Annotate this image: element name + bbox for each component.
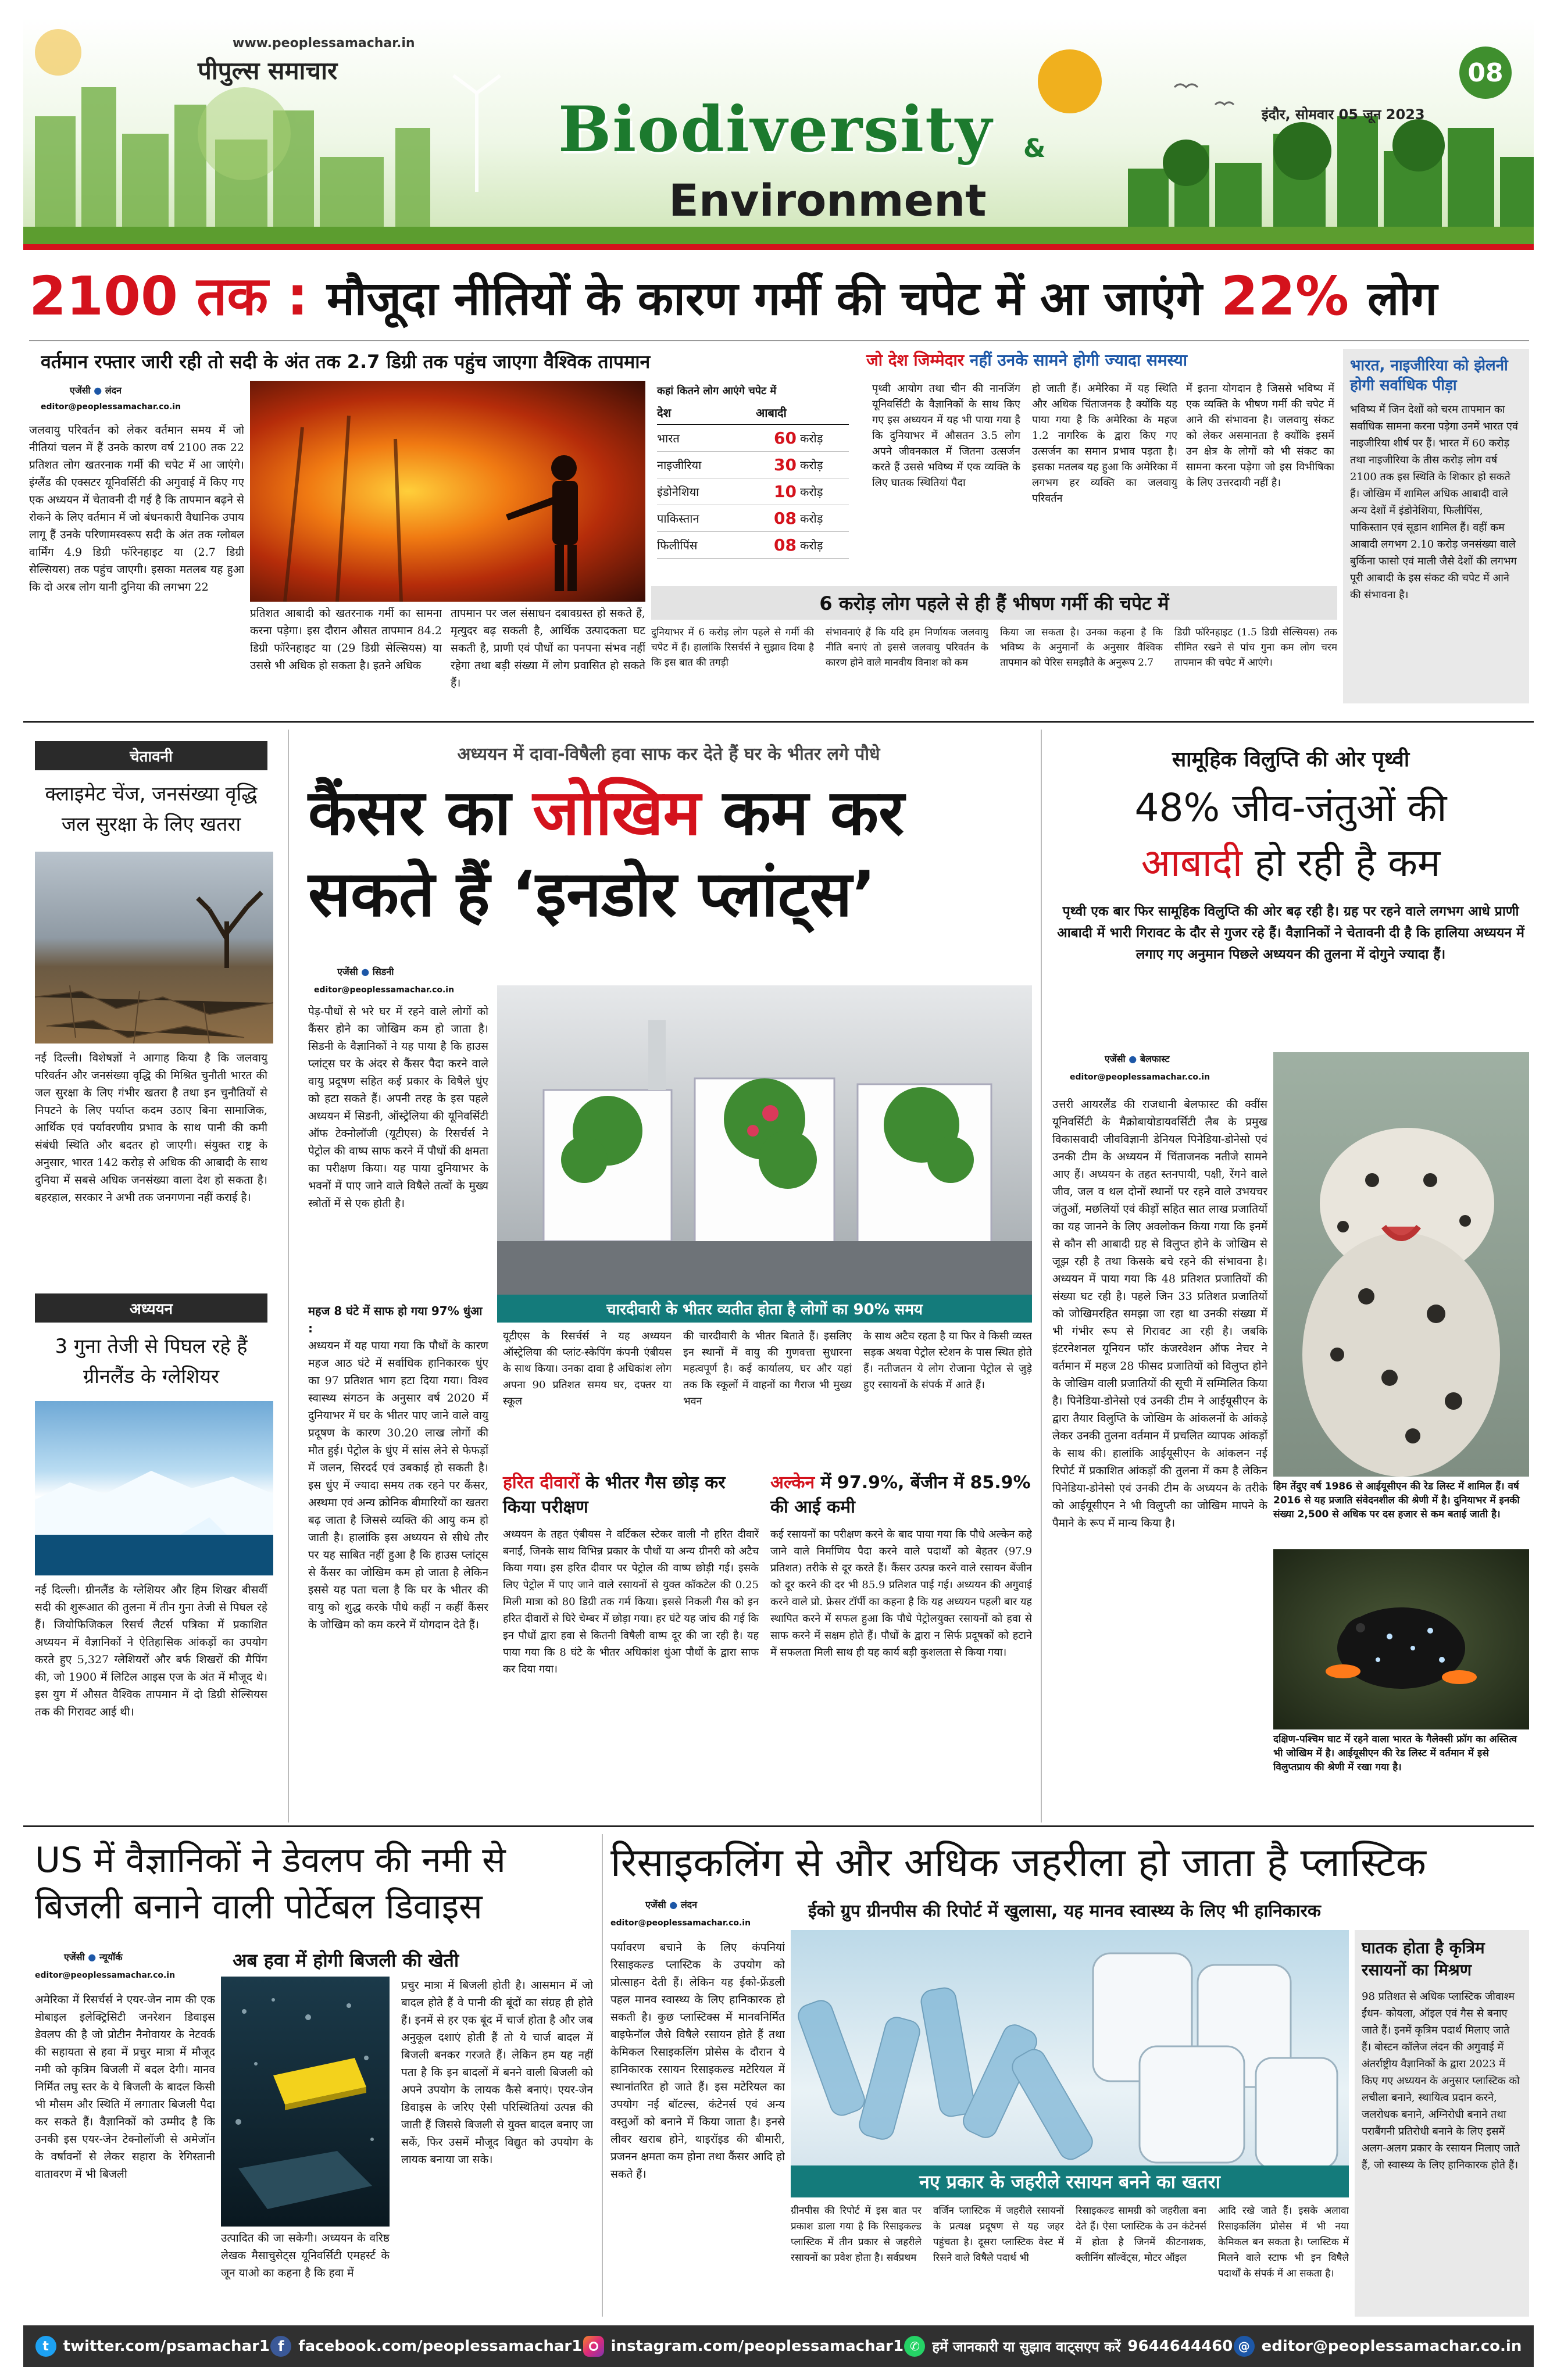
table-cell-unit: करोड़ — [800, 538, 823, 552]
plants-col1b: अध्ययन में यह पाया गया कि पौधों के कारण महज आठ घंटे में सर्वाधिक हानिकारक धुंए का 97 प्रतिशत भाग हटा दिया गया। विश्व स्वास्थ्य संगठन के अनुसार वर्ष 2020 में दुनियाभर में घर के भीतर पाए जाने वाले वायु प्रदूषण के कारण 30.20 लाख लोगों की मौत हुई। पेट्रोल के धुंए में सांस लेने से फेफड़ों में जलन, सिरदर्द एवं उबकाई हो सकती है। इस धुंए में ज्यादा समय तक रहने पर कैंसर, अस्थमा एवं अन्य क्रोनिक बीमारियों का खतरा बढ़ जाता है जिससे व्यक्ति की आयु कम हो जाती है। हालांकि इस अध्ययन से सीधे तौर पर यह साबित नहीं हुआ है कि हाउस प्लांट्स से कैंसर का जोखिम कम हो जाता है लेकिन इससे यह पता चला है कि घर के भीतर की वायु को शुद्ध करके पौधे कहीं न कहीं कैंसर के जोखिम को कम करने में योगदान देते हैं। — [308, 1339, 488, 1631]
greenwall-headline-red: हरित दीवारों — [503, 1473, 580, 1493]
section-subtitle: Environment — [669, 174, 987, 226]
whatsapp-icon: ✆ — [904, 2336, 925, 2357]
device-col2: प्रचुर मात्रा में बिजली होती है। आसमान में जो बादल होते हैं वे पानी की बूंदों का संग्रह ही होते हैं। इनमें से हर एक बूंद में चार्ज होता है और जब अनुकूल दशाएं होती हैं तो ये चार्ज बादल में बिजली बनकर गरजते हैं। लेकिन हम यह नहीं पता है कि इन बादलों में बनने वाली बिजली को अपने उपयोग के लायक कैसे बनाएं। एयर-जेन डिवाइस के जरिए ऐसी परिस्थितियां उत्पन्न की जाती हैं जिससे बिजली से युक्त बादल बनाए जा सकें, फिर उसमें मौजूद विद्युत को उपयोग के लायक बनाया जा सके। — [401, 1979, 593, 2166]
table-cell-number: 10 — [774, 482, 797, 501]
footer-whatsapp[interactable] — [904, 2336, 1233, 2357]
extinction-byline — [1105, 1052, 1170, 1065]
lead-email[interactable]: editor@peoplessamachar.co.in — [41, 402, 181, 412]
extinction-kicker: सामूहिक विलुप्ति की ओर पृथ्वी — [1172, 748, 1410, 771]
greenwall-headline-rest: के भीतर गैस छोड़ कर किया परीक्षण — [503, 1473, 726, 1517]
instagram-handle: instagram.com/peoplessamachar1 — [610, 2338, 904, 2355]
alkane-headline — [770, 1471, 1032, 1520]
side-headline-red: जो देश जिम्मेदार — [866, 351, 965, 370]
lead-photo-caption-2: तापमान पर जल संसाधन दबावग्रस्त हो सकते हैं, मृत्युदर बढ़ सकती है, आर्थिक उत्पादकता घट सकती है, प्राणी एवं पौधों का पनपना संभव नहीं रहेगा तथा बड़ी संख्या में लोग प्रवासित हो सकते हैं। — [451, 607, 645, 689]
byline-dot: ● — [94, 385, 102, 396]
galaxy-frog-illustration — [1273, 1549, 1529, 1729]
table-cell-unit: करोड़ — [800, 485, 823, 499]
study-tag-label: अध्ययन — [129, 1300, 173, 1318]
extinction-deck: पृथ्वी एक बार फिर सामूहिक विलुप्ति की ओर बढ़ रही है। ग्रह पर रहने वाले लगभग आधे प्राणी आबादी में भारी गिरावट के दौर से गुजर रहे हैं। वैज्ञानिकों ने चेतावनी दी है कि हालिया अध्ययन में लगाए गए अनुमान पिछले अध्ययन की तुलना में दोगुने ज्यादा हैं। — [1057, 904, 1524, 962]
byline-dot: ● — [88, 1952, 97, 1963]
box-headline: भारत, नाइजीरिया को झेलनी होगी सर्वाधिक पीड़ा — [1350, 357, 1508, 394]
whatsapp-number: 9644644460 — [1127, 2338, 1233, 2355]
plastic-bottles-photo — [791, 1930, 1349, 2197]
section-title-ampersand: & — [1023, 134, 1046, 163]
city-label: लंदन — [105, 385, 122, 396]
table-cell-unit: करोड़ — [800, 512, 823, 526]
box-body: भविष्य में जिन देशों को चरम तापमान का सर्वाधिक सामना करना पड़ेगा उनमें भारत एवं नाइजीरिया शीर्ष पर हैं। भारत में 60 करोड़ तथा नाइजीरिया के तीस करोड़ लोग वर्ष 2100 तक इस स्थिति के शिकार हो सकते हैं। जोखिम में शामिल अधिक आबादी वाले अन्य देशों में इंडोनेशिया, फिलीपिंस, पाकिस्तान एवं सूडान शामिल हैं। वहीं कम आबादी लगभग 2.10 करोड़ जनसंख्या वाले बुर्किना फासो एवं माली जैसे देशों की लगभग पूरी आबादी के इस संकट की चपेट में आने की संभावना है। — [1350, 403, 1518, 601]
footer-twitter[interactable] — [35, 2336, 270, 2357]
alkane-headline-rest: में 97.9%, बेंजीन में 85.9% की आई कमी — [770, 1473, 1031, 1517]
plastic-side-box — [1355, 1930, 1529, 2317]
plants-headline-red: जोखिम — [533, 777, 701, 849]
agency-label: एजेंसी — [337, 966, 358, 977]
extinction-headline-line2 — [1052, 837, 1529, 889]
side-col1: पृथ्वी आयोग तथा चीन की नानजिंग यूनिवर्सिटी के वैज्ञानिकों के साथ किए गए इस अध्ययन में यह भी पाया गया है कि दुनियाभर में औसतन 3.5 लोग अपने जीवनकाल में जितना उत्सर्जन करते हैं उससे भविष्य में एक व्यक्ति के लिए घातक स्थितियां पैदा — [872, 383, 1020, 489]
lead-bar-col2: संभावनाएं हैं कि यदि हम निर्णायक जलवायु नीति बनाएं तो इससे जलवायु परिवर्तन के कारण होने वाले मानवीय विनाश को कम — [826, 627, 988, 669]
plastic-subhead: ईको ग्रुप ग्रीनपीस की रिपोर्ट में खुलासा, यह मानव स्वास्थ्य के लिए भी हानिकारक — [808, 1901, 1321, 1921]
agency-label: एजेंसी — [70, 385, 91, 396]
footer-bar — [23, 2325, 1534, 2367]
city-label: न्यूयॉर्क — [99, 1952, 123, 1963]
device-headline: US में वैज्ञानिकों ने डेवलप की नमी से बिजली बनाने वाली पोर्टेबल डिवाइस — [35, 1840, 506, 1927]
plastic-bottles-illustration — [791, 1930, 1349, 2197]
plants-headline-b: कम कर — [722, 777, 905, 849]
air-gen-photo — [221, 1977, 390, 2227]
section-title: Biodiversity — [558, 93, 993, 166]
lab-photo-banner — [497, 1295, 1032, 1323]
table-cell-country: फिलीपिंस — [657, 538, 698, 552]
greenwall-body: अध्ययन के तहत एंबीयस ने वर्टिकल स्टेकर वाली नौ हरित दीवारें बनाईं, जिनके साथ विभिन्न प्रकार के पौधों या अन्य ग्रीनरी को अटैच किया गया। इस हरित दीवार पर पेट्रोल की वाष्प छोड़ी गई। इसके लिए पेट्रोल में पाए जाने वाले रसायनों से युक्त कॉकटेल की 0.25 मिली मात्रा को 80 डिग्री तक गर्म किया। इससे निकली गैस को इन हरित दीवारों से घिरे चेम्बर में छोड़ा गया। हर घंटे यह जांच की गई कि इन पौधों द्वारा हवा से कितनी विषैली वाष्प दूर की जा रही है। यह पाया गया कि 8 घंटे के भीतर अधिकांश धुंआ पौधों के द्वारा साफ कर दिया गया। — [503, 1528, 759, 1675]
plastic-box-headline: घातक होता है कृत्रिम रसायनों का मिश्रण — [1362, 1938, 1485, 1979]
side-headline-rest: नहीं उनके सामने होगी ज्यादा समस्या — [969, 351, 1187, 370]
plastic-under-col3: रिसाइकल्ड सामग्री को जहरीला बना देते हैं। ऐसा प्लास्टिक के उन कंटेनर्स में होता है जिनमें कीटनाशक, क्लीनिंग सॉल्वेंट्स, मोटर ऑइल — [1076, 2205, 1206, 2264]
table-row — [657, 532, 849, 559]
lab-photo-banner-text: चारदीवारी के भीतर व्यतीत होता है लोगों का 90% समय — [606, 1301, 923, 1318]
alkane-headline-red: अल्केन — [770, 1473, 815, 1493]
website-url[interactable]: www.peoplessamachar.in — [233, 36, 415, 51]
greenwall-headline — [503, 1471, 759, 1520]
brand-logo: पीपुल्स समाचार — [198, 56, 338, 85]
byline-dot: ● — [1129, 1053, 1137, 1064]
plastic-under-col1: ग्रीनपीस की रिपोर्ट में इस बात पर प्रकाश डाला गया है कि रिसाइकल्ड प्लास्टिक में तीन प्रकार से जहरीले रसायनों का प्रवेश होता है। सर्वप्रथम — [791, 2205, 922, 2264]
dry-tree-photo — [35, 852, 273, 1044]
lab-plants-illustration — [497, 985, 1032, 1323]
lead-bar-col3: किया जा सकता है। उनका कहना है कि भविष्य के अनुमानों के अनुसार वैश्विक तापमान को पेरिस समझौते के अनुरूप 2.7 — [1000, 627, 1163, 669]
section-rule-1 — [23, 721, 1534, 723]
byline-dot: ● — [669, 1899, 678, 1910]
device-subhead: अब हवा में होगी बिजली की खेती — [233, 1949, 459, 1971]
lead-headline-suffix: लोग — [1367, 271, 1438, 326]
side-col3: में इतना योगदान है जिससे भविष्य में एक व्यक्ति के भीषण गर्मी की चपेट में आने की संभावना है। जलवायु संकट को लेकर असमानता है क्योंकि इसमें उन क्षेत्र के लोगों को भी संकट का सामना करना पड़ेगा जो इस विभीषिका के लिए उत्तरदायी नहीं है। — [1186, 383, 1334, 489]
column-rule-bottom — [602, 1834, 603, 2317]
table-rows — [657, 425, 849, 559]
study-tag — [35, 1293, 267, 1323]
lead-headline-prefix: 2100 तक : — [29, 265, 309, 327]
extinction-email[interactable]: editor@peoplessamachar.co.in — [1070, 1073, 1210, 1082]
plants-byline — [337, 965, 394, 978]
dateline: इंदौर, सोमवार 05 जून 2023 — [1262, 106, 1425, 123]
warning-headline: क्लाइमेट चेंज, जनसंख्या वृद्धि जल सुरक्षा के लिए खतरा — [45, 782, 258, 836]
footer-email[interactable] — [1234, 2336, 1522, 2357]
plants-subhead-1: महज 8 घंटे में साफ हो गया 97% धुंआ : — [308, 1304, 483, 1335]
city-label: लंदन — [680, 1899, 698, 1910]
twitter-icon: t — [35, 2336, 56, 2357]
table-cell-unit: करोड़ — [800, 458, 823, 472]
device-email[interactable]: editor@peoplessamachar.co.in — [35, 1971, 176, 1980]
table-cell-number: 60 — [774, 428, 797, 448]
population-table — [657, 384, 849, 559]
glacier-photo — [35, 1401, 273, 1575]
extinction-body: उत्तरी आयरलैंड की राजधानी बेलफास्ट की क्वींस यूनिवर्सिटी के मैक्रोबायोडायवर्सिटी लैब के प्रमुख विकासवादी जीवविज्ञानी डेनियल पिनेडिया-डोनेसो एवं उनकी टीम के अध्ययन में चिंताजनक नतीजे सामने आए हैं। अध्ययन के तहत स्तनपायी, पक्षी, रेंगने वाले जीव, जल व थल दोनों स्थानों पर रहने वाले उभयचर जंतुओं, मछलियों एवं कीड़ों सहित सात लाख प्रजातियों का यह जानने के लिए अवलोकन किया गया कि इनमें से कौन सी आबादी ग्रह से विलुप्त होने के जोखिम से जूझ रही है तथा किसके बचे रहने की संभावना है। अध्ययन में पाया गया कि 48 प्रतिशत प्रजातियों की संख्या घट रही है। पहले जिन 33 प्रतिशत प्रजातियों को जोखिमरहित समझा जा रहा था उनकी संख्या में भी गंभीर रूप से गिरावट आ रही है। जबकि इंटरनेशनल यूनियन फॉर कंजरवेशन ऑफ नेचर ने वर्तमान में महज 28 फीसद प्रजातियों को विलुप्त होने के जोखिम वाली प्रजातियों की सूची में सम्मिलित किया है। पिनेडिया-डोनेसो एवं उनकी टीम ने आईयूसीएन के द्वारा तैयार विलुप्ति के जोखिम के आंकलनों के आंकड़े लेकर उनकी तुलना वर्तमान में प्रचलित व्यापक आंकड़ों के साथ की। हालांकि आईयूसीएन के आंकलन नई रिपोर्ट में प्रकाशित आंकड़ों की तुलना में कम है लेकिन पिनेडिया-डोनेसो एवं उनकी टीम के अध्ययन के तरीके को आईयूसीएन ने भी विलुप्ती का जोखिम मापने के पैमाने के रूप में मान्य किया है। — [1052, 1098, 1267, 1530]
extinction-headline-red: आबादी — [1141, 841, 1242, 885]
plants-under-col2: की चारदीवारी के भीतर बिताते हैं। इसलिए इन स्थानों में वायु की गुणवत्ता सुधारना महत्वपूर्ण है। कई कार्यालय, घर और यहां तक कि स्कूलों में वाहनों का गैराज भी मुख्य भवन — [683, 1330, 852, 1407]
facebook-handle: facebook.com/peoplessamachar1 — [298, 2338, 583, 2355]
plastic-photo-banner — [791, 2165, 1349, 2197]
lead-rule — [29, 340, 1529, 341]
page-number: 08 — [1467, 58, 1504, 88]
table-cell-number: 08 — [774, 535, 797, 555]
firefighter-silhouette-icon — [250, 381, 645, 602]
galaxy-frog-photo — [1273, 1549, 1529, 1729]
lead-fire-photo — [250, 381, 645, 602]
email-icon: @ — [1234, 2336, 1255, 2357]
plants-headline-line2: सकते हैं ‘इनडोर प्लांट्स’ — [308, 858, 876, 931]
plastic-photo-banner-text: नए प्रकार के जहरीले रसायन बनने का खतरा — [919, 2171, 1220, 2193]
plants-under-col3: के साथ अटैच रहता है या फिर वे किसी व्यस्त सड़क अथवा पेट्रोल स्टेशन के पास स्थित होते हैं। नतीजतन ये लोग रोजाना पेट्रोल से जुड़े हुए रसायनों के संपर्क में आते हैं। — [863, 1330, 1032, 1391]
lead-headline — [29, 262, 1529, 331]
table-header-population: आबादी — [756, 406, 787, 420]
lead-photo-caption-1: प्रतिशत आबादी को खतरनाक गर्मी का सामना करना पड़ेगा। इस दौरान औसत तापमान 84.2 डिग्री फॉरेनहाइट या (29 डिग्री सेल्सियस) या उससे भी अधिक हो सकता है। इतने अधिक — [250, 607, 442, 672]
plastic-box-body: 98 प्रतिशत से अधिक प्लास्टिक जीवाश्म ईंधन- कोयला, ऑइल एवं गैस से बनाए जाते हैं। इनमें कृत्रिम पदार्थ मिलाए जाते हैं। बोस्टन कॉलेज लंदन की अगुवाई में अंतर्राष्ट्रीय वैज्ञानिकों के द्वारा 2023 में किए गए अध्ययन के अनुसार प्लास्टिक को लचीला बनाने, स्थायित्व प्रदान करने, जलरोधक बनाने, अग्निरोधी बनाने तथा पराबैंगनी प्रतिरोधी बनाने के लिए इसमें अलग-अलग प्रकार के रसायन मिलाए जाते हैं, जो स्वास्थ्य के लिए हानिकारक होते हैं। — [1362, 1991, 1520, 2171]
column-rule-center — [1041, 730, 1042, 1822]
byline-dot: ● — [361, 966, 370, 977]
lab-plants-photo — [497, 985, 1032, 1323]
device-photo-caption: उत्पादित की जा सकेगी। अध्ययन के वरिष्ठ लेखक मैसाचुसेट्स यूनिवर्सिटी एमहर्स्ट के जून याओ का कहना है कि हवा में — [221, 2232, 390, 2279]
plastic-byline — [645, 1898, 697, 1911]
snow-leopard-photo — [1273, 1052, 1529, 1477]
table-cell-country: पाकिस्तान — [657, 512, 699, 526]
side-headline — [866, 349, 1331, 371]
device-byline — [64, 1950, 123, 1963]
city-label: बेलफास्ट — [1140, 1053, 1170, 1064]
plants-email[interactable]: editor@peoplessamachar.co.in — [314, 985, 455, 995]
warning-body: नई दिल्ली। विशेषज्ञों ने आगाह किया है कि जलवायु परिवर्तन और जनसंख्या वृद्धि की मिश्रित चुनौती भारत की जल सुरक्षा के लिए गंभीर खतरा है तथा इन चुनौतियों से निपटने के लिए पर्याप्त कदम उठाए बिना सामाजिक, आर्थिक एवं पर्यावरणीय प्रभाव के साथ पानी की कमी संबंधी स्थिति और बदतर हो जाएगी। संयुक्त राष्ट्र के अनुसार, भारत 142 करोड़ से अधिक की आबादी के साथ दुनिया में सबसे अधिक जनसंख्या वाला देश हो सकता है। बहरहाल, सरकार ने अभी तक जनगणना नहीं कराई है। — [35, 1052, 267, 1204]
footer-facebook[interactable] — [270, 2336, 582, 2357]
column-rule-left — [288, 730, 289, 1822]
lead-bar-headline: 6 करोड़ लोग पहले से ही हैं भीषण गर्मी की चपेट में — [819, 592, 1169, 614]
agency-label: एजेंसी — [1105, 1053, 1126, 1064]
air-gen-device-illustration — [221, 1977, 390, 2227]
table-cell-country: इंडोनेशिया — [657, 485, 699, 499]
table-cell-country: नाइजीरिया — [657, 458, 702, 472]
page-number-badge — [1459, 47, 1512, 99]
lead-bar-col1: दुनियाभर में 6 करोड़ लोग पहले से गर्मी की चपेट में हैं। हालांकि रिसर्चर्स ने सुझाव दिया है कि इस बात की तगड़ी — [651, 627, 814, 669]
table-row — [657, 478, 849, 505]
extinction-headline-rest: हो रही है कम — [1254, 841, 1441, 885]
masthead — [23, 17, 1534, 244]
lead-subhead: वर्तमान रफ्तार जारी रही तो सदी के अंत तक 2.7 डिग्री तक पहुंच जाएगा वैश्विक तापमान — [41, 351, 651, 373]
warning-tag-label: चेतावनी — [130, 748, 173, 766]
table-cell-number: 30 — [774, 455, 797, 474]
table-cell-unit: करोड़ — [800, 431, 823, 445]
glacier-icon — [35, 1401, 273, 1575]
footer-email-address: editor@peoplessamachar.co.in — [1261, 2338, 1522, 2355]
facebook-icon: f — [270, 2336, 291, 2357]
plants-headline-line1 — [308, 776, 1035, 850]
lead-body-col1: जलवायु परिवर्तन को लेकर वर्तमान समय में जो नीतियां चलन में हैं उनके कारण वर्ष 2100 तक 22 प्रतिशत लोग खतरनाक गर्मी की चपेट में आ जाएंगे। इंग्लैंड की एक्सटर यूनिवर्सिटी की अगुवाई में किए गए एक अध्ययन में चेतावनी दी गई है कि तापमान बढ़ने से रोकने के लिए वर्तमान में जो बंधनकारी वैधानिक उपाय लागू हैं उनके परिणामस्वरूप सदी के अंत तक ग्लोबल वार्मिंग 4.9 डिग्री फॉरेनहाइट या (2.7 डिग्री सेल्सियस) तक पहुंच जाएगी। इसका मतलब यह हुआ कि दो अरब लोग यानी दुनिया की लगभग 22 — [29, 424, 244, 594]
table-header-country: देश — [657, 406, 672, 420]
device-col1: अमेरिका में रिसर्चर्स ने एयर-जेन नाम की एक मोबाइल इलेक्ट्रिसिटी जनरेशन डिवाइस डेवलप की है जो प्रोटीन नैनोवायर के नेटवर्क की सहायता से हवा में प्रचुर मात्रा में मौजूद नमी को कृत्रिम बिजली में बदल देगी। मानव निर्मित लघु स्तर के ये बिजली के बादल किसी भी मौसम और स्थिति में लगातार बिजली पैदा कर सकते हैं। वैज्ञानिकों को उम्मीद है कि उनकी इस एयर-जेन टेक्नोलॉजी से अमेजॉन के वर्षावनों से लेकर सहारा के रेगिस्तानी वातावरण में भी बिजली — [35, 1993, 215, 2181]
instagram-icon — [583, 2336, 604, 2357]
plastic-under-col2: वर्जिन प्लास्टिक में जहरीले रसायनों के प्रत्यक्ष प्रदूषण से यह जहर पहुंचता है। दूसरा प्लास्टिक वेस्ट में रिसने वाले विषैले पदार्थ भी — [933, 2205, 1064, 2264]
plastic-under-col4: आदि रखे जाते हैं। इसके अलावा रिसाइकलिंग प्रोसेस में भी नया केमिकल बन सकता है। प्लास्टिक में मिलने वाले स्टाफ भी इन विषैले पदार्थों के संपर्क में आ सकता है। — [1218, 2205, 1349, 2279]
plastic-email[interactable]: editor@peoplessamachar.co.in — [610, 1918, 751, 1928]
plastic-headline: रिसाइकलिंग से और अधिक जहरीला हो जाता है प्लास्टिक — [610, 1840, 1426, 1886]
lead-headline-main: मौजूदा नीतियों के कारण गर्मी की चपेट में आ जाएंगे — [327, 271, 1202, 326]
table-row — [657, 452, 849, 478]
masthead-bottom-rule — [23, 244, 1534, 250]
table-header-row — [657, 405, 849, 425]
alkane-body: कई रसायनों का परीक्षण करने के बाद पाया गया कि पौधे अल्केन कहे जाने वाले निर्माणिय पैदा करने वाले पदार्थों को बेहतर (97.9 प्रतिशत) तरीके से दूर करते हैं। कैंसर उत्पन्न करने वाले रसायन बेंजीन को दूर करने की दर भी 85.9 प्रतिशत पाई गई। अध्ययन की अगुवाई करने वाले प्रो. फ्रेसर टॉर्पी का कहना है कि यह अध्ययन पहली बार यह स्थापित करने में सफल हुआ कि पौधे पेट्रोलयुक्त रसायनों को हवा से साफ करने में सक्षम होते हैं। पौधों के द्वारा न सिर्फ प्रदूषकों को हटाने में सफलता मिली साथ ही यह कार्य बड़ी कुशलता से किया गया। — [770, 1528, 1032, 1659]
plants-under-col1: यूटीएस के रिसर्चर्स ने यह अध्ययन ऑस्ट्रेलिया की प्लांट-स्केपिंग कंपनी एंबीयस के साथ किया। उनका दावा है अधिकांश लोग अपना 90 प्रतिशत समय घर, दफ्तर या स्कूल — [503, 1330, 672, 1407]
warning-tag — [35, 741, 267, 770]
table-cell-number: 08 — [774, 509, 797, 528]
twitter-handle: twitter.com/psamachar1 — [63, 2338, 270, 2355]
city-label: सिडनी — [372, 966, 394, 977]
dry-tree-icon — [35, 852, 273, 1044]
lead-bar-banner — [651, 586, 1337, 620]
table-row — [657, 425, 849, 452]
frog-caption: दक्षिण-पश्चिम घाट में रहने वाला भारत के गैलेक्सी फ्रॉग का अस्तित्व भी जोखिम में है। आईयूसीएन की रेड लिस्ट में वर्तमान में इसे विलुप्तप्राय की श्रेणी में रखा गया है। — [1273, 1734, 1517, 1773]
study-headline: 3 गुना तेजी से पिघल रहे हैं ग्रीनलैंड के ग्लेशियर — [55, 1335, 248, 1388]
study-body: नई दिल्ली। ग्रीनलैंड के ग्लेशियर और हिम शिखर बीसवीं सदी की शुरूआत की तुलना में तीन गुना तेजी से पिघल रहे हैं। जियोफिजिकल रिसर्च लैटर्स पत्रिका में प्रकाशित अध्ययन में वैज्ञानिकों ने ऐतिहासिक आंकड़ों का उपयोग करते हुए 5,327 ग्लेशियरों और बर्फ शिखरों की मैपिंग की, जो 1900 में लिटिल आइस एज के अंत में मौजूद थे। इस युग में औसत वैश्विक तापमान में दो डिग्री सेल्सियस तक की गिरावट आई थी। — [35, 1584, 267, 1718]
lead-byline — [70, 384, 122, 396]
table-cell-country: भारत — [657, 431, 680, 445]
plants-headline-a: कैंसर का — [308, 777, 511, 849]
table-title: कहां कितने लोग आएंगे चपेट में — [657, 385, 777, 397]
plants-kicker: अध्ययन में दावा-विषैली हवा साफ कर देते हैं घर के भीतर लगे पौधे — [457, 744, 880, 764]
extinction-headline-line1: 48% जीव-जंतुओं की — [1134, 785, 1447, 830]
lead-headline-percent: 22% — [1220, 265, 1349, 327]
plants-col1: पेड़-पौधों से भरे घर में रहने वाले लोगों को कैंसर होने का जोखिम कम हो जाता है। सिडनी के वैज्ञानिकों ने यह पाया है कि हाउस प्लांट्स घर के अंदर से कैंसर पैदा करने वाले वायु प्रदूषण सहित कई प्रकार के विषैले धुंए को हटा सकते हैं। अपनी तरह के इस पहले अध्ययन में सिडनी, ऑस्ट्रेलिया की यूनिवर्सिटी ऑफ टेक्नोलॉजी (यूटीएस) के रिसर्चर्स ने पेट्रोल की वाष्प साफ करने में पौधों की क्षमता का परीक्षण किया। यह पाया दुनियाभर के भवनों में पाए जाने वाले विषैले तत्वों के मुख्य स्त्रोतों में से एक होती है। — [308, 1005, 488, 1210]
section-rule-2 — [23, 1825, 1534, 1827]
india-nigeria-box — [1343, 349, 1529, 703]
whatsapp-label: हमें जानकारी या सुझाव वाट्सएप करें — [932, 2338, 1121, 2355]
side-col2: हो जाती हैं। अमेरिका में यह स्थिति और अधिक चिंताजनक है क्योंकि यह पाया गया है कि अमेरिका के महज 1.2 नागरिक के द्वारा किए गए उत्सर्जन का समान प्रभाव पड़ता है। इसका मतलब यह हुआ कि अमेरिका में लगभग हर व्यक्ति का जलवायु परिवर्तन — [1032, 383, 1177, 505]
agency-label: एजेंसी — [64, 1952, 85, 1963]
leopard-caption: हिम तेंदुए वर्ष 1986 से आईयूसीएन की रेड लिस्ट में शामिल हैं। वर्ष 2016 से यह प्रजाति संवेदनशील की श्रेणी में है। दुनियाभर में इनकी संख्या 2,500 से अधिक पर दस हजार से कम बताई जाती है। — [1273, 1481, 1520, 1520]
lead-bar-col4: डिग्री फॉरेनहाइट (1.5 डिग्री सेल्सियस) तक सीमित रखने से पांच गुना कम लोग चरम तापमान की चपेट में आएंगे। — [1174, 627, 1337, 669]
table-row — [657, 505, 849, 532]
footer-instagram[interactable] — [583, 2336, 904, 2357]
agency-label: एजेंसी — [645, 1899, 666, 1910]
plastic-col1: पर्यावरण बचाने के लिए कंपनियां रिसाइकल्ड प्लास्टिक के उपयोग को प्रोत्साहन देती हैं। लेकिन यह ईको-फ्रेंडली पहल मानव स्वास्थ्य के लिए हानिकारक हो सकती है। कुछ प्लास्टिक्स में मानवनिर्मित बाइफेनॉल जैसे विषैले रसायन होते हैं तथा केमिकल रिसाइकलिंग प्रोसेस के दौरान ये हानिकारक रसायन रिसाइकल्ड मटेरियल में स्थानांतरित हो जाते हैं। इस मटेरियल का उपयोग नई बॉटल्स, कंटेनर्स एवं अन्य वस्तुओं को बनाने में किया जाता है। इनसे लीवर खराब होने, थाइरॉइड की बीमारी, प्रजनन क्षमता कम होना तथा कैंसर आदि हो सकते हैं। — [610, 1941, 785, 2181]
snow-leopard-illustration — [1273, 1052, 1529, 1477]
